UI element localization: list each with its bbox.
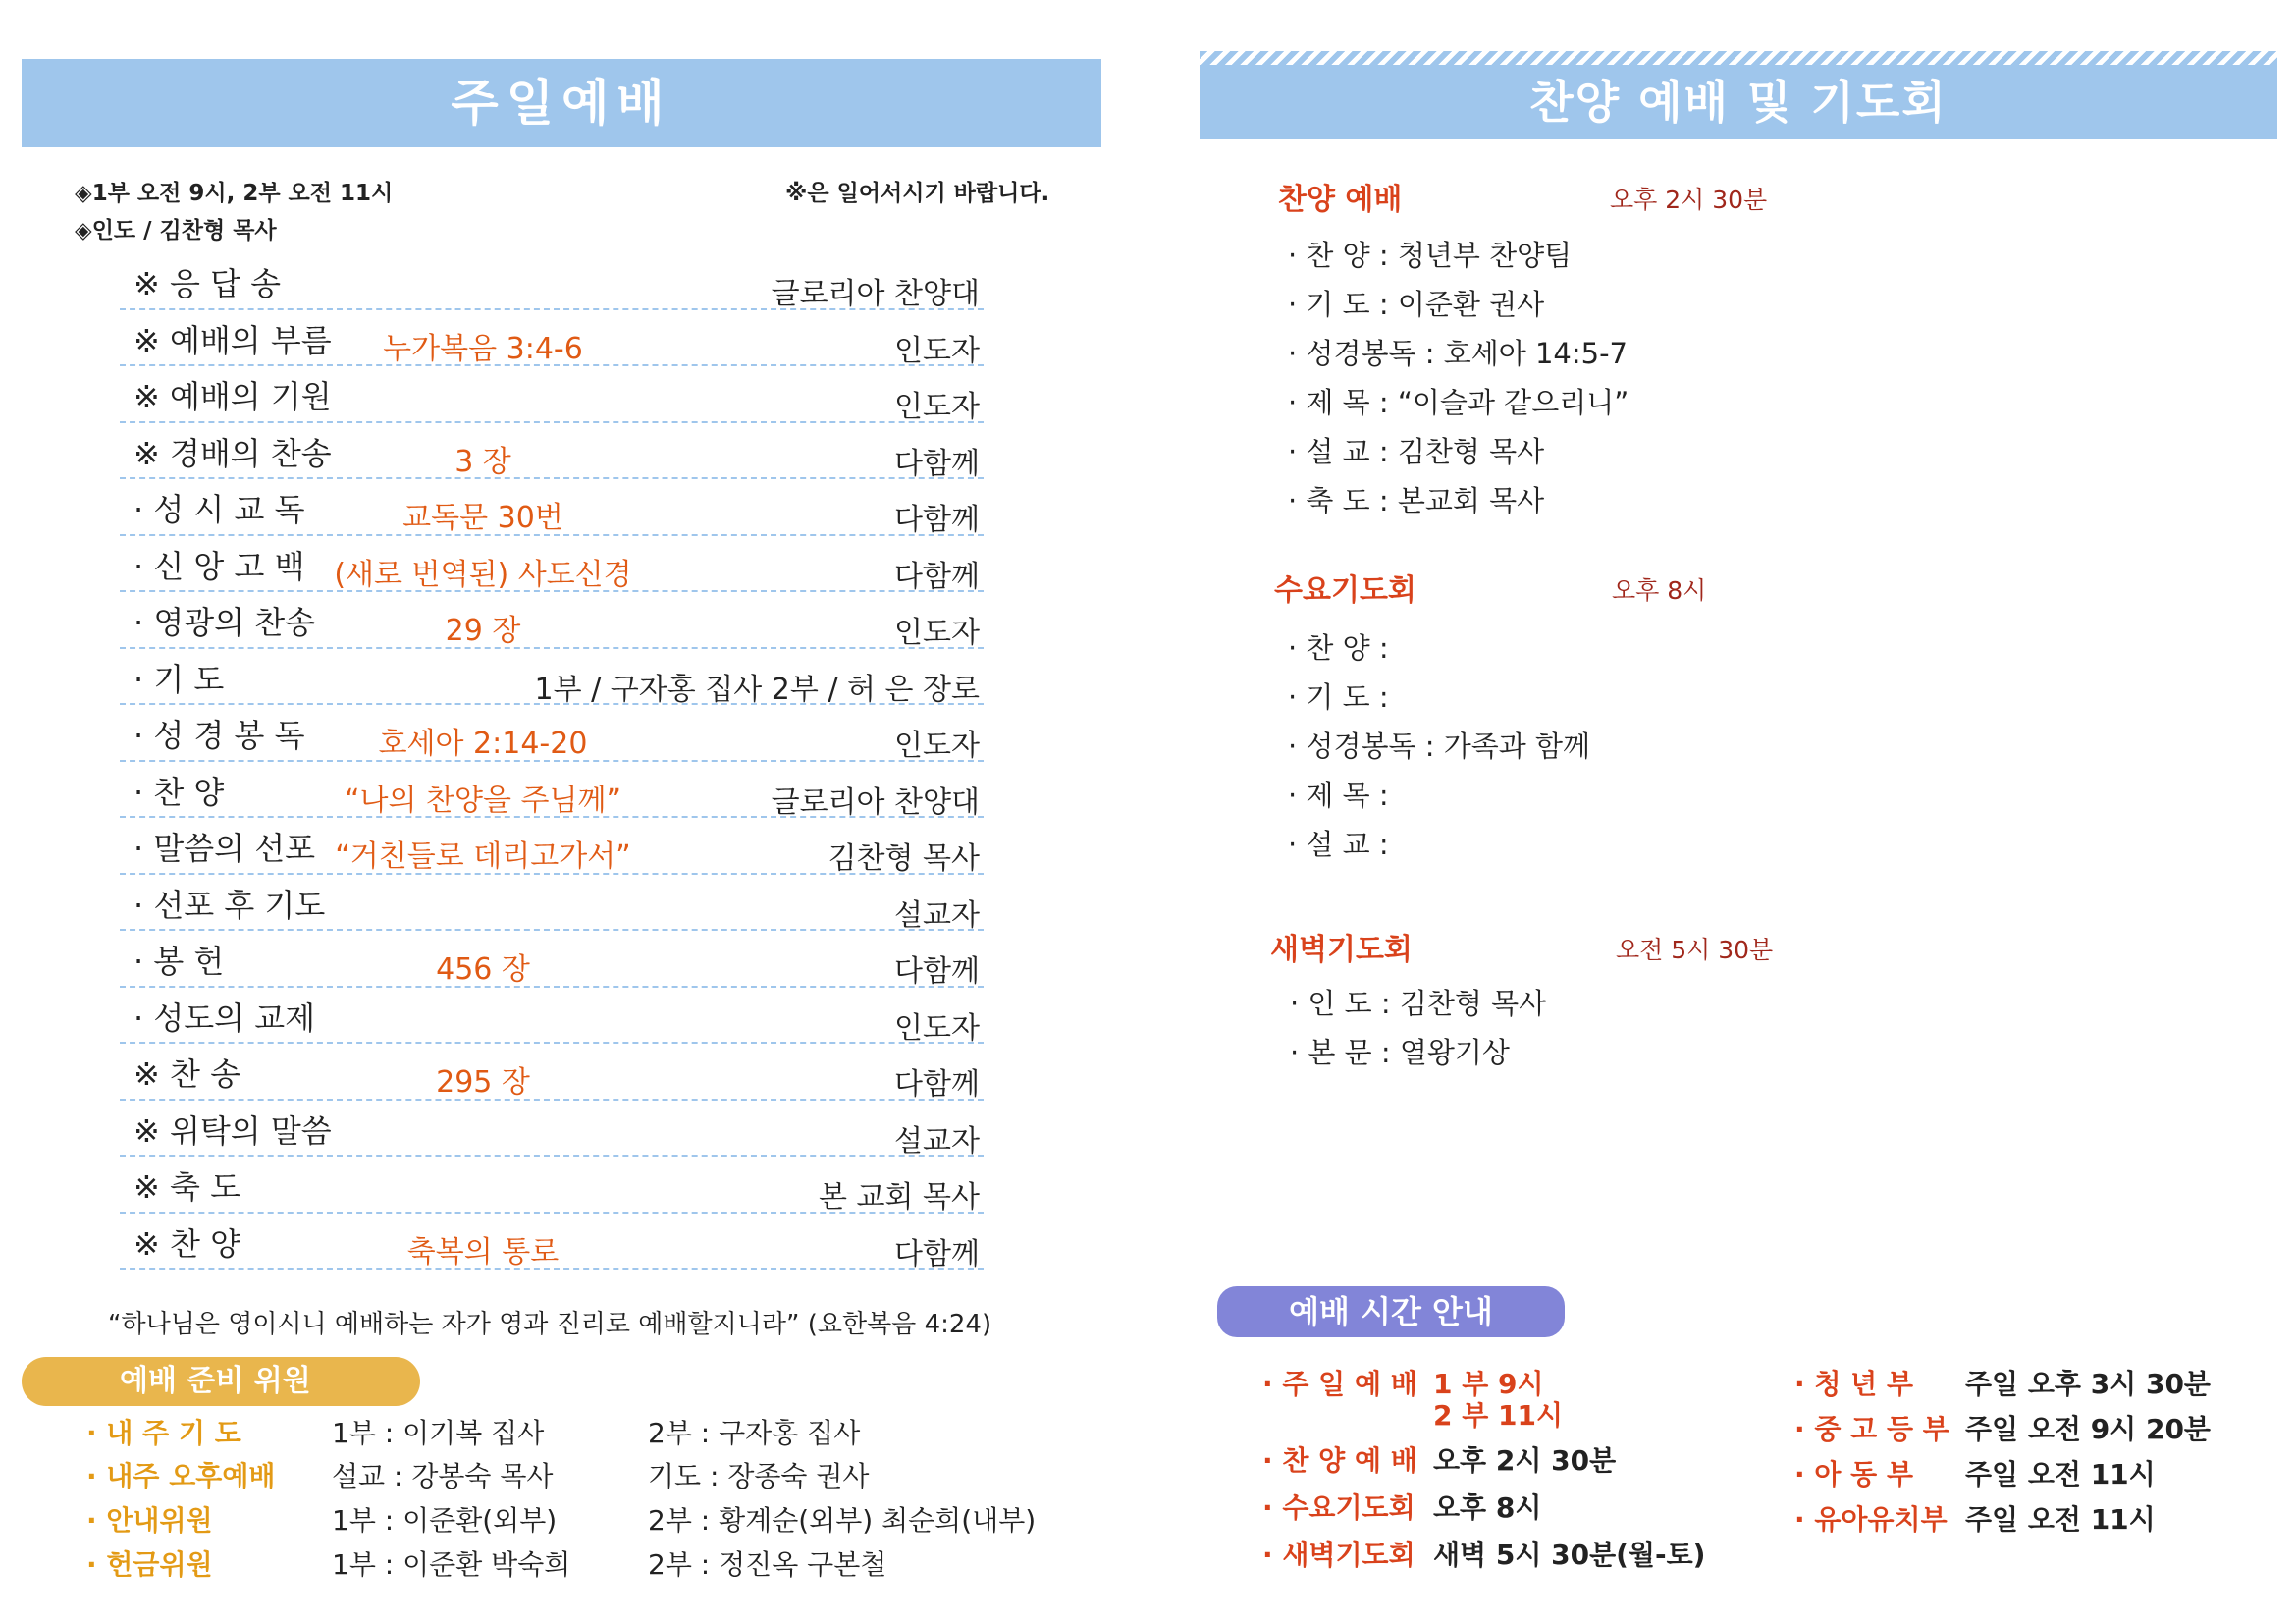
order-label: ※ 응 답 송 (133, 265, 282, 302)
praise-prayer-header (1200, 51, 2277, 139)
order-row (120, 1101, 984, 1158)
order-label: ※ 경배의 찬송 (133, 434, 332, 472)
wednesday-item: · 기 도 : (1288, 680, 1389, 714)
time-guide-value: 주일 오후 3시 30분 (1965, 1368, 2211, 1400)
order-label: ※ 예배의 부름 (133, 321, 332, 359)
order-label: · 선포 후 기도 (133, 886, 326, 924)
committee-a: 설교 : 강봉숙 목사 (332, 1460, 554, 1492)
order-responsible: 인도자 (894, 333, 980, 368)
committee-a: 1부 : 이준환 박숙희 (332, 1548, 571, 1581)
order-label: · 성도의 교제 (133, 999, 316, 1037)
order-responsible: 다함께 (894, 503, 980, 537)
order-responsible: 1부 / 구자홍 집사 2부 / 허 은 장로 (534, 672, 980, 707)
order-responsible: 인도자 (894, 390, 980, 424)
time-guide-value: 새벽 5시 30분(월-토) (1433, 1539, 1706, 1571)
order-row (120, 988, 984, 1045)
order-label: · 성 경 봉 독 (133, 717, 305, 754)
order-responsible: 글로리아 찬양대 (771, 785, 980, 820)
order-label: ※ 찬 양 (133, 1224, 240, 1263)
service-times: ◈1부 오전 9시, 2부 오전 11시 (75, 181, 394, 206)
order-label: ※ 위탁의 말씀 (133, 1111, 332, 1150)
time-guide-key: · 찬 양 예 배 (1262, 1444, 1417, 1477)
order-responsible: 글로리아 찬양대 (771, 277, 980, 311)
time-guide-value: 1 부 9시 (1433, 1368, 1544, 1400)
order-row (120, 366, 984, 423)
time-guide-key: · 주 일 예 배 (1262, 1368, 1417, 1400)
time-guide-key: · 아 동 부 (1794, 1458, 1914, 1490)
order-detail: 교독문 30번 (402, 501, 563, 535)
order-label: ※ 축 도 (133, 1168, 240, 1206)
order-detail: “거친들로 데리고가서” (335, 839, 631, 874)
committee-a: 1부 : 이준환(외부) (332, 1504, 558, 1537)
order-detail: 295 장 (436, 1065, 530, 1100)
committee-b: 2부 : 구자홍 집사 (648, 1417, 861, 1449)
committee-row: · 헌금위원 (86, 1548, 213, 1581)
committee-a: 1부 : 이기복 집사 (332, 1417, 545, 1449)
committee-title: 예배 준비 위원 (120, 1364, 311, 1398)
time-guide-key: · 청 년 부 (1794, 1368, 1914, 1400)
committee-row: · 안내위원 (86, 1504, 213, 1537)
committee-row: · 내주 오후예배 (86, 1460, 276, 1492)
order-row (120, 1044, 984, 1101)
order-label: ※ 찬 송 (133, 1056, 240, 1093)
order-label: · 성 시 교 독 (133, 491, 305, 528)
dawn-prayer-time: 오전 5시 30분 (1616, 936, 1774, 964)
order-responsible: 다함께 (894, 1067, 980, 1102)
sunday-worship-header (22, 59, 1101, 147)
order-row (120, 423, 984, 480)
time-guide-value: 주일 오전 9시 20분 (1965, 1413, 2211, 1445)
wednesday-item: · 설 교 : (1288, 828, 1389, 861)
time-guide-value: 주일 오전 11시 (1965, 1458, 2156, 1490)
sunday-worship-title: 주일예배 (451, 75, 672, 132)
time-guide-value: 주일 오전 11시 (1965, 1503, 2156, 1536)
praise-item: · 성경봉독 : 호세아 14:5-7 (1288, 337, 1628, 370)
order-detail: 누가복음 3:4-6 (383, 331, 583, 366)
scripture-quote: “하나님은 영이시니 예배하는 자가 영과 진리로 예배할지니라” (요한복음 4:24) (108, 1310, 992, 1339)
order-label: · 봉 헌 (133, 943, 225, 980)
order-detail: 3 장 (454, 444, 511, 479)
praise-item: · 축 도 : 본교회 목사 (1288, 484, 1545, 517)
dawn-prayer-title: 새벽기도회 (1270, 933, 1413, 967)
order-row (120, 705, 984, 762)
wednesday-item: · 성경봉독 : 가족과 함께 (1288, 730, 1590, 763)
time-guide-value: 오후 2시 30분 (1433, 1444, 1617, 1477)
praise-item: · 설 교 : 김찬형 목사 (1288, 435, 1545, 468)
praise-item: · 기 도 : 이준환 권사 (1288, 288, 1545, 321)
order-of-worship (120, 253, 984, 1270)
order-responsible: 설교자 (894, 1123, 980, 1159)
order-responsible: 다함께 (894, 1236, 980, 1272)
order-row (120, 818, 984, 875)
order-row (120, 536, 984, 593)
order-responsible: 다함께 (894, 954, 980, 989)
wednesday-item: · 찬 양 : (1288, 631, 1389, 665)
order-label: · 영광의 찬송 (133, 604, 316, 641)
order-row (120, 1214, 984, 1271)
praise-worship-time: 오후 2시 30분 (1610, 186, 1768, 214)
committee-row: · 내 주 기 도 (86, 1417, 241, 1449)
order-responsible: 인도자 (894, 729, 980, 763)
order-row (120, 931, 984, 988)
wednesday-prayer-title: 수요기도회 (1274, 573, 1416, 608)
order-detail: (새로 번역된) 사도신경 (334, 557, 632, 592)
order-label: · 말씀의 선포 (133, 830, 316, 867)
order-row (120, 875, 984, 932)
order-detail: 29 장 (445, 614, 521, 648)
time-guide-value: 2 부 11시 (1433, 1399, 1564, 1432)
time-guide-key: · 수요기도회 (1262, 1491, 1415, 1524)
order-row (120, 1157, 984, 1214)
order-responsible: 인도자 (894, 616, 980, 650)
order-label: ※ 예배의 기원 (133, 378, 332, 415)
wednesday-prayer-time: 오후 8시 (1612, 576, 1707, 605)
order-row (120, 310, 984, 367)
time-guide-key: · 중 고 등 부 (1794, 1413, 1949, 1445)
order-responsible: 인도자 (894, 1010, 980, 1046)
wednesday-item: · 제 목 : (1288, 779, 1389, 812)
order-row (120, 649, 984, 706)
praise-item: · 제 목 : “이슬과 같으리니” (1288, 386, 1629, 419)
dawn-item: · 본 문 : 열왕기상 (1290, 1036, 1510, 1069)
order-row (120, 479, 984, 536)
committee-title-pill (22, 1357, 420, 1406)
order-row (120, 592, 984, 649)
time-guide-title: 예배 시간 안내 (1289, 1293, 1493, 1330)
dawn-item: · 인 도 : 김찬형 목사 (1290, 987, 1547, 1020)
order-label: · 기 도 (133, 660, 225, 698)
time-guide-pill (1217, 1286, 1565, 1337)
time-guide-value: 오후 8시 (1433, 1491, 1542, 1524)
order-responsible: 설교자 (894, 897, 980, 933)
time-guide-key: · 새벽기도회 (1262, 1539, 1415, 1571)
order-row (120, 762, 984, 819)
committee-b: 2부 : 황계순(외부) 최순희(내부) (648, 1504, 1037, 1537)
order-label: · 신 앙 고 백 (133, 547, 305, 585)
praise-item: · 찬 양 : 청년부 찬양팀 (1288, 239, 1573, 272)
praise-worship-title: 찬양 예배 (1278, 183, 1403, 217)
order-detail: 456 장 (436, 952, 530, 987)
order-responsible: 김찬형 목사 (828, 841, 980, 876)
order-responsible: 본 교회 목사 (819, 1180, 980, 1215)
order-row (120, 253, 984, 310)
stand-note: ※은 일어서시기 바랍니다. (785, 181, 1050, 206)
order-responsible: 다함께 (894, 446, 980, 481)
committee-b: 기도 : 장종숙 권사 (648, 1460, 870, 1492)
committee-b: 2부 : 정진옥 구본철 (648, 1548, 887, 1581)
praise-prayer-title: 찬양 예배 및 기도회 (1529, 76, 1948, 129)
order-responsible: 다함께 (894, 559, 980, 594)
time-guide-key: · 유아유치부 (1794, 1503, 1948, 1536)
order-detail: 축복의 통로 (406, 1234, 560, 1270)
order-detail: “나의 찬양을 주님께” (345, 783, 621, 818)
order-label: · 찬 양 (133, 773, 225, 811)
leader-info: ◈인도 / 김찬형 목사 (75, 218, 277, 244)
order-detail: 호세아 2:14-20 (378, 727, 588, 761)
